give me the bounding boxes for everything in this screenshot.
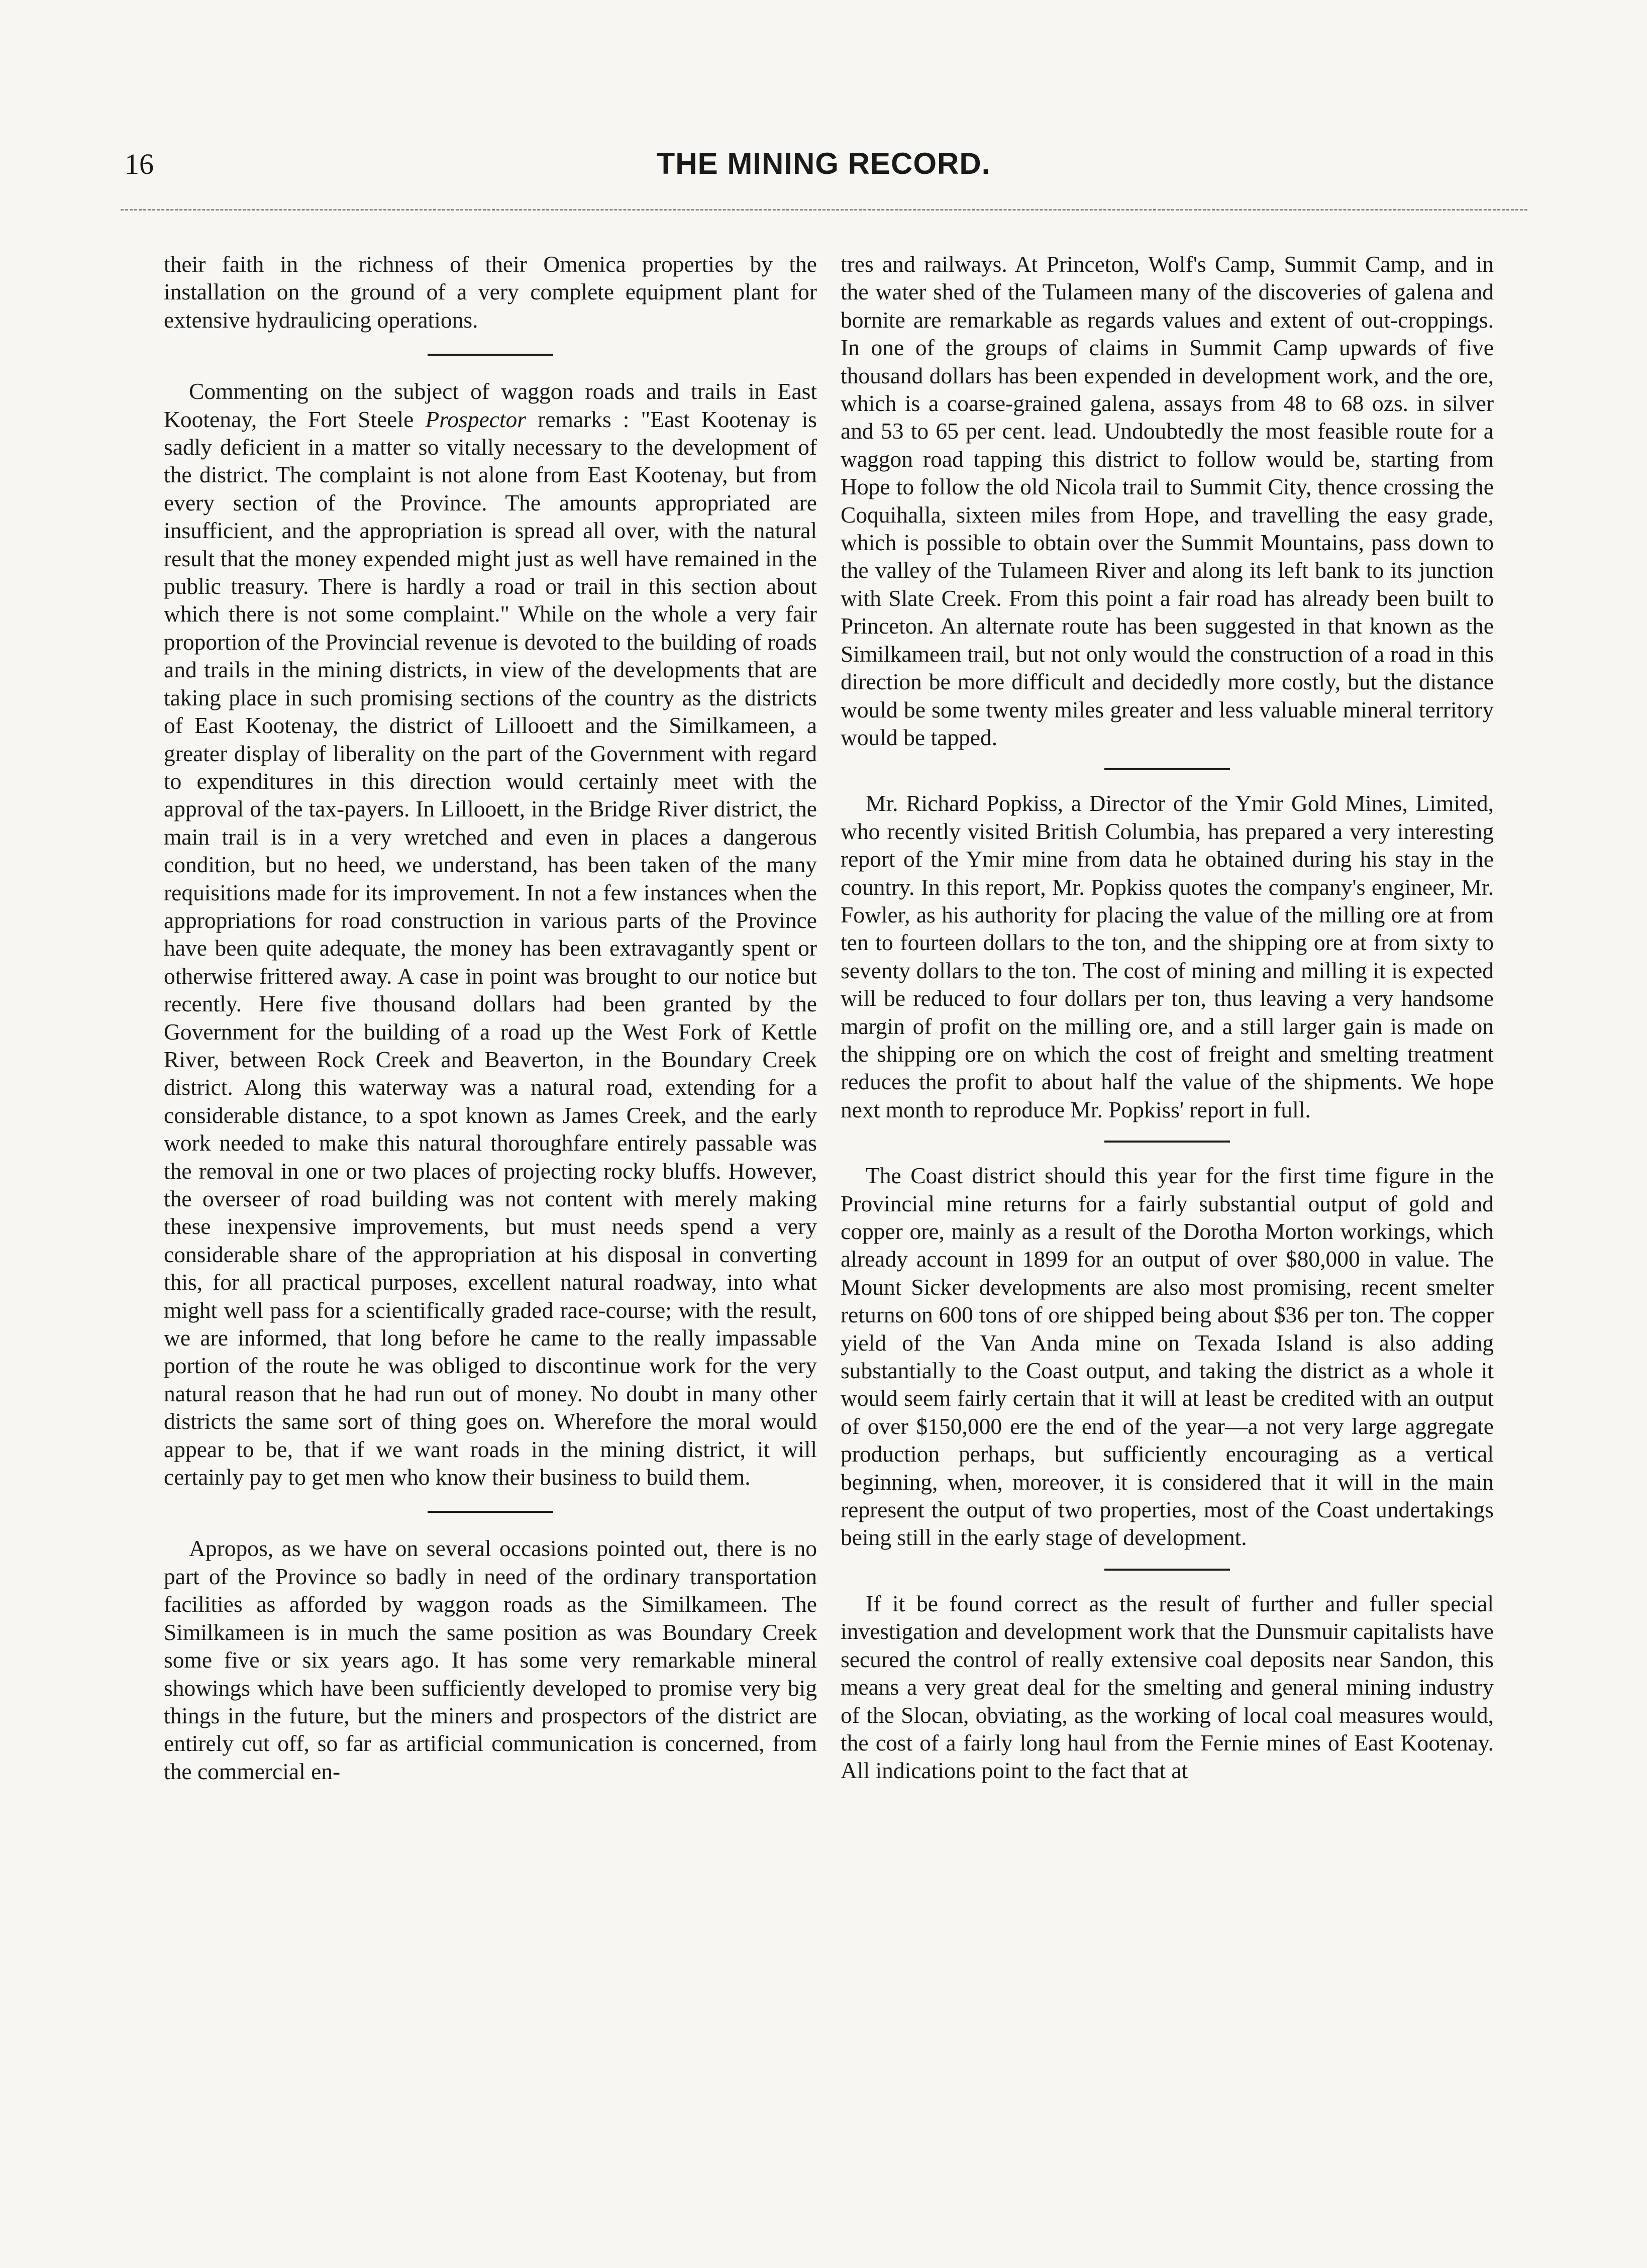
section-divider bbox=[428, 354, 553, 356]
article-paragraph: Apropos, as we have on several occasions pointed out, there is no part of the Province so badly in need of the ordinary transportation facilities as afforded by waggon roads as the Similkameen. The Similkameen is in much the same position as was Boundary Creek some five or six years ago. It has some very remarkable mineral showings which have been sufficiently developed to promise very big things in the future, but the miners and prospectors of the district are entirely cut off, so far as artificial communication is concerned, from the commercial en- bbox=[164, 1535, 817, 1784]
article-paragraph: The Coast district should this year for the first time figure in the Provincial mine returns for a fairly substantial output of gold and copper ore, mainly as a result of the Dorotha Morton workings, which already account in 1899 for an output of over $80,000 in value. The Mount Sicker developments are also most promising, recent smelter returns on 600 tons of ore shipped being about $36 per ton. The copper yield of the Van Anda mine on Texada Island is also adding substantially to the Coast output, and taking the district as a whole it would seem fairly certain that it will at least be credited with an output of over $150,000 ere the end of the year—a not very large aggregate production perhaps, but sufficiently encouraging as a vertical beginning, when, moreover, it is considered that it will in the main represent the output of two properties, most of the Coast undertakings being still in the early stage of development. bbox=[841, 1163, 1494, 1551]
section-divider bbox=[428, 1511, 553, 1513]
article-paragraph: If it be found correct as the result of further and fuller special investigation and development work that the Dunsmuir capitalists have secured the control of really extensive coal deposits near Sandon, this means a very great deal for the smelting and general mining industry of the Slocan, obviating, as the working of local coal measures would, the cost of a fairly long haul from the Fernie mines of East Kootenay. All indications point to the fact that at bbox=[841, 1590, 1494, 1784]
paragraph-text: Commenting on the subject of waggon roads and trails in East Kootenay, the Fort Steele bbox=[164, 378, 817, 432]
article-paragraph: Mr. Richard Popkiss, a Director of the Ymir Gold Mines, Limited, who recently visited British Columbia, has prepared a very interesting report of the Ymir mine from data he obtained during his stay in the country. In this report, Mr. Popkiss quotes the company's engineer, Mr. Fowler, as his authority for placing the value of the milling ore at from ten to fourteen dollars to the ton, and the shipping ore at from sixty to seventy dollars to the ton. The cost of mining and milling it is expected will be reduced to four dollars per ton, thus leaving a very handsome margin of profit on the milling ore, and a still larger gain is made on the shipping ore on which the cost of freight and smelting treatment reduces the profit to about half the value of the shipments. We hope next month to reproduce Mr. Popkiss' report in full. bbox=[841, 790, 1494, 1122]
page-number: 16 bbox=[125, 148, 154, 180]
article-paragraph bbox=[164, 377, 817, 1491]
publication-title: THE MINING RECORD. bbox=[656, 147, 991, 180]
paragraph-text: remarks : "East Kootenay is sadly deficient in a matter so vitally necessary to the development of the district. The complaint is not alone from East Kootenay, but from every section of the Province. The amounts appropriated are insufficient, and the appropriation is spread all over, with the natural result that the money expended might just as well have remained in the public treasury. There is hardly a road or trail in this section about which there is not some complaint." While on the whole a very fair proportion of the Provincial revenue is devoted to the building of roads and trails in the mining districts, in view of the developments that are taking place in such promising sections of the country as the districts of East Kootenay, the district of Lillooett and the Similkameen, a greater display of liberality on the part of the Government with regard to expenditures in this direction would certainly meet with the approval of the tax-payers. In Lillooett, in the Bridge River district, the main trail is in a very wretched and even in places a dangerous condition, but no heed, we understand, has been taken of the many requisitions made for its improvement. In not a few instances when the appropriations for road construction in various parts of the Province have been quite adequate, the money has been extravagantly spent or otherwise frittered away. A case in point was brought to our notice but recently. Here five thousand dollars had been granted by the Government for the building of a road up the West Fork of Kettle River, between Rock Creek and Beaverton, in the Boundary Creek district. Along this waterway was a natural road, extending for a considerable distance, to a spot known as James Creek, and the early work needed to make this natural thoroughfare entirely passable was the removal in one or two places of projecting rocky bluffs. However, the overseer of road building was not content with merely making these inexpensive improvements, but must needs spend a very considerable share of the appropriation at his disposal in converting this, for all practical purposes, excellent natural roadway, into what might well pass for a scientifically graded race-course; with the result, we are informed, that long before he came to the really impassable portion of the route he was obliged to discontinue work for the very natural reason that he had run out of money. No doubt in many other districts the same sort of thing goes on. Wherefore the moral would appear to be, that if we want roads in the mining district, it will certainly pay to get men who know their business to build them. bbox=[164, 406, 817, 1490]
article-paragraph: their faith in the richness of their Omenica properties by the installation on the ground of a very complete equipment plant for extensive hydraulicing operations. bbox=[164, 251, 817, 333]
newspaper-name: Prospector bbox=[425, 406, 526, 432]
right-column bbox=[841, 250, 1494, 1785]
header-rule bbox=[121, 209, 1527, 211]
left-column bbox=[164, 250, 817, 1785]
section-divider bbox=[1104, 1141, 1230, 1143]
article-paragraph: tres and railways. At Princeton, Wolf's Camp, Summit Camp, and in the water shed of the Tulameen many of the discoveries of galena and bornite are remarkable as regards values and extent of out-croppings. In one of the groups of claims in Summit Camp upwards of five thousand dollars has been expended in development work, and the ore, which is a coarse-grained galena, assays from 48 to 68 ozs. in silver and 53 to 65 per cent. lead. Undoubtedly the most feasible route for a waggon road tapping this district to follow would be, starting from Hope to follow the old Nicola trail to Summit City, thence crossing the Coquihalla, sixteen miles from Hope, and travelling the easy grade, which is possible to obtain over the Summit Mountains, pass down to the valley of the Tulameen River and along its left bank to its junction with Slate Creek. From this point a fair road has already been built to Princeton. An alternate route has been suggested in that known as the Similkameen trail, but not only would the construction of a road in this direction be more difficult and decidedly more costly, but the distance would be some twenty miles greater and less valuable mineral territory would be tapped. bbox=[841, 251, 1494, 750]
section-divider bbox=[1104, 1569, 1230, 1571]
section-divider bbox=[1104, 768, 1230, 770]
